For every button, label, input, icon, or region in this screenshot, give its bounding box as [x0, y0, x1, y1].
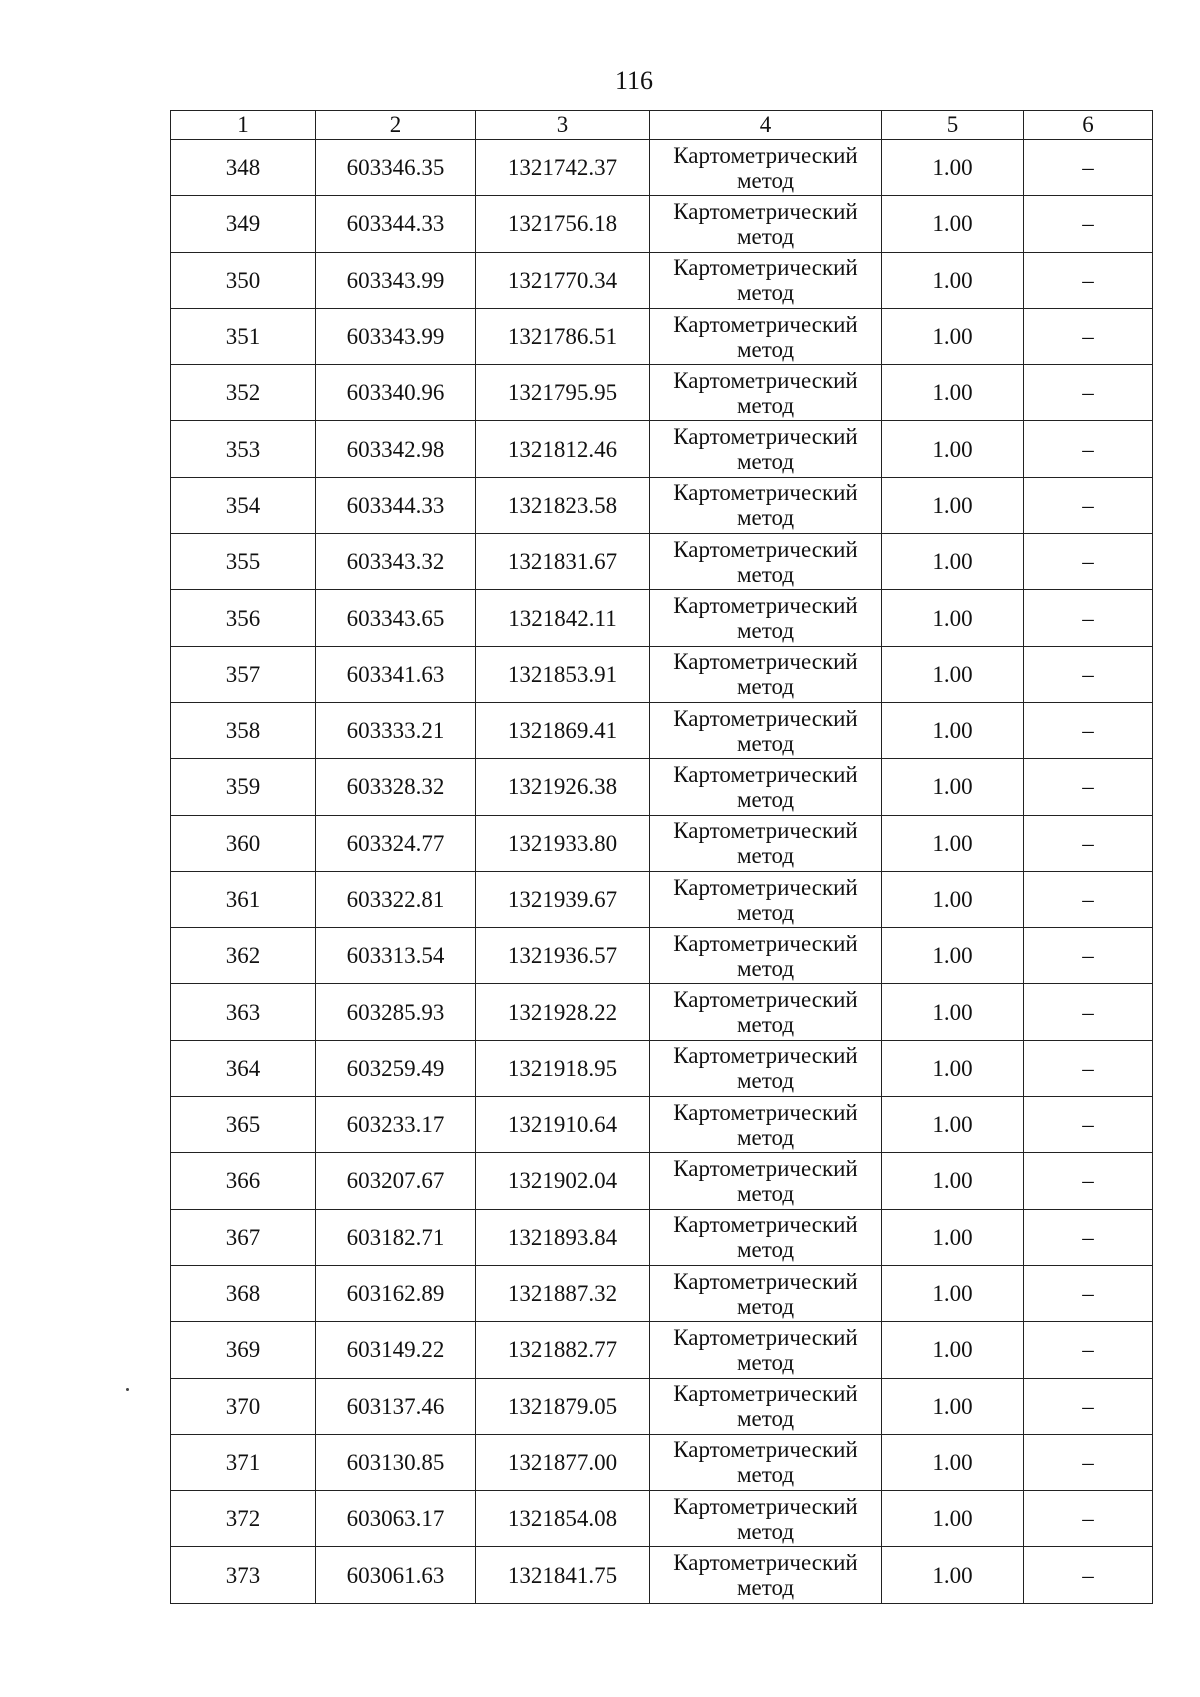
table-row [171, 702, 1153, 758]
method-line-2: метод [736, 280, 795, 306]
x-coordinate-cell: 603149.22 [316, 1322, 476, 1378]
point-number-cell: 349 [171, 196, 316, 252]
x-coordinate-cell: 603324.77 [316, 815, 476, 871]
method-line-2: метод [736, 1462, 795, 1488]
header-col-3: 3 [476, 111, 650, 140]
x-coordinate-cell: 603285.93 [316, 984, 476, 1040]
accuracy-cell: 1.00 [882, 590, 1024, 646]
y-coordinate-cell: 1321812.46 [476, 421, 650, 477]
method-line-1: Картометрический [673, 536, 858, 562]
header-col-1: 1 [171, 111, 316, 140]
table-row [171, 252, 1153, 308]
method-line-2: метод [736, 618, 795, 644]
method-line-2: метод [736, 1068, 795, 1094]
x-coordinate-cell: 603344.33 [316, 477, 476, 533]
method-line-2: метод [736, 730, 795, 756]
accuracy-cell: 1.00 [882, 308, 1024, 364]
point-number-cell: 360 [171, 815, 316, 871]
point-number-cell: 368 [171, 1265, 316, 1321]
y-coordinate-cell: 1321939.67 [476, 871, 650, 927]
method-line-1: Картометрический [673, 930, 858, 956]
method-line-2: метод [736, 1012, 795, 1038]
y-coordinate-cell: 1321841.75 [476, 1547, 650, 1603]
accuracy-cell: 1.00 [882, 140, 1024, 196]
x-coordinate-cell: 603343.32 [316, 534, 476, 590]
method-cell [650, 1040, 882, 1096]
method-line-2: метод [736, 167, 795, 193]
table-row [171, 534, 1153, 590]
note-cell: – [1024, 871, 1153, 927]
point-number-cell: 362 [171, 928, 316, 984]
point-number-cell: 363 [171, 984, 316, 1040]
note-cell: – [1024, 1378, 1153, 1434]
table-row [171, 984, 1153, 1040]
point-number-cell: 369 [171, 1322, 316, 1378]
header-col-4: 4 [650, 111, 882, 140]
accuracy-cell: 1.00 [882, 1097, 1024, 1153]
point-number-cell: 366 [171, 1153, 316, 1209]
y-coordinate-cell: 1321786.51 [476, 308, 650, 364]
accuracy-cell: 1.00 [882, 815, 1024, 871]
accuracy-cell: 1.00 [882, 1491, 1024, 1547]
method-line-2: метод [736, 843, 795, 869]
x-coordinate-cell: 603343.99 [316, 252, 476, 308]
accuracy-cell: 1.00 [882, 871, 1024, 927]
note-cell: – [1024, 140, 1153, 196]
y-coordinate-cell: 1321742.37 [476, 140, 650, 196]
method-cell [650, 1097, 882, 1153]
method-line-1: Картометрический [673, 424, 858, 450]
accuracy-cell: 1.00 [882, 1378, 1024, 1434]
note-cell: – [1024, 590, 1153, 646]
method-line-2: метод [736, 449, 795, 475]
table-row [171, 365, 1153, 421]
method-line-1: Картометрический [673, 1099, 858, 1125]
table-header [171, 111, 1153, 140]
method-line-1: Картометрический [673, 1212, 858, 1238]
table-row [171, 421, 1153, 477]
method-line-1: Картометрический [673, 705, 858, 731]
table-row [171, 1491, 1153, 1547]
y-coordinate-cell: 1321756.18 [476, 196, 650, 252]
accuracy-cell: 1.00 [882, 984, 1024, 1040]
point-number-cell: 367 [171, 1209, 316, 1265]
x-coordinate-cell: 603233.17 [316, 1097, 476, 1153]
point-number-cell: 358 [171, 702, 316, 758]
method-cell [650, 815, 882, 871]
x-coordinate-cell: 603137.46 [316, 1378, 476, 1434]
method-line-1: Картометрический [673, 1493, 858, 1519]
x-coordinate-cell: 603343.99 [316, 308, 476, 364]
y-coordinate-cell: 1321936.57 [476, 928, 650, 984]
point-number-cell: 355 [171, 534, 316, 590]
page-number: 116 [614, 66, 654, 95]
table-row [171, 1322, 1153, 1378]
x-coordinate-cell: 603346.35 [316, 140, 476, 196]
method-line-2: метод [736, 955, 795, 981]
table-row [171, 1547, 1153, 1603]
y-coordinate-cell: 1321926.38 [476, 759, 650, 815]
accuracy-cell: 1.00 [882, 759, 1024, 815]
table-body [171, 140, 1153, 1604]
method-line-1: Картометрический [673, 142, 858, 168]
accuracy-cell: 1.00 [882, 1265, 1024, 1321]
x-coordinate-cell: 603259.49 [316, 1040, 476, 1096]
coordinates-table [170, 110, 1153, 1604]
method-line-1: Картометрический [673, 1043, 858, 1069]
note-cell: – [1024, 815, 1153, 871]
method-line-2: метод [736, 1575, 795, 1601]
accuracy-cell: 1.00 [882, 196, 1024, 252]
method-line-2: метод [736, 336, 795, 362]
x-coordinate-cell: 603207.67 [316, 1153, 476, 1209]
x-coordinate-cell: 603130.85 [316, 1434, 476, 1490]
accuracy-cell: 1.00 [882, 1434, 1024, 1490]
note-cell: – [1024, 1209, 1153, 1265]
accuracy-cell: 1.00 [882, 646, 1024, 702]
method-line-2: метод [736, 392, 795, 418]
note-cell: – [1024, 1434, 1153, 1490]
point-number-cell: 371 [171, 1434, 316, 1490]
note-cell: – [1024, 1322, 1153, 1378]
point-number-cell: 350 [171, 252, 316, 308]
method-line-1: Картометрический [673, 874, 858, 900]
accuracy-cell: 1.00 [882, 421, 1024, 477]
table-row [171, 140, 1153, 196]
method-line-2: метод [736, 505, 795, 531]
note-cell: – [1024, 477, 1153, 533]
method-line-1: Картометрический [673, 1381, 858, 1407]
accuracy-cell: 1.00 [882, 252, 1024, 308]
method-line-2: метод [736, 1124, 795, 1150]
x-coordinate-cell: 603322.81 [316, 871, 476, 927]
point-number-cell: 361 [171, 871, 316, 927]
method-line-1: Картометрический [673, 198, 858, 224]
note-cell: – [1024, 421, 1153, 477]
method-cell [650, 534, 882, 590]
table-row [171, 1265, 1153, 1321]
table-row [171, 477, 1153, 533]
method-cell [650, 590, 882, 646]
point-number-cell: 357 [171, 646, 316, 702]
x-coordinate-cell: 603063.17 [316, 1491, 476, 1547]
note-cell: – [1024, 1153, 1153, 1209]
method-line-2: метод [736, 1406, 795, 1432]
header-col-2: 2 [316, 111, 476, 140]
method-cell [650, 1265, 882, 1321]
point-number-cell: 353 [171, 421, 316, 477]
y-coordinate-cell: 1321918.95 [476, 1040, 650, 1096]
y-coordinate-cell: 1321823.58 [476, 477, 650, 533]
method-line-1: Картометрический [673, 761, 858, 787]
accuracy-cell: 1.00 [882, 1209, 1024, 1265]
method-line-1: Картометрический [673, 987, 858, 1013]
method-line-1: Картометрический [673, 1268, 858, 1294]
table-row [171, 590, 1153, 646]
method-cell [650, 308, 882, 364]
table-row [171, 759, 1153, 815]
table-row [171, 928, 1153, 984]
x-coordinate-cell: 603342.98 [316, 421, 476, 477]
point-number-cell: 354 [171, 477, 316, 533]
y-coordinate-cell: 1321882.77 [476, 1322, 650, 1378]
method-cell [650, 1434, 882, 1490]
method-cell [650, 421, 882, 477]
method-line-2: метод [736, 1293, 795, 1319]
method-line-1: Картометрический [673, 1324, 858, 1350]
accuracy-cell: 1.00 [882, 702, 1024, 758]
point-number-cell: 373 [171, 1547, 316, 1603]
point-number-cell: 351 [171, 308, 316, 364]
method-line-1: Картометрический [673, 1550, 858, 1576]
y-coordinate-cell: 1321887.32 [476, 1265, 650, 1321]
method-cell [650, 477, 882, 533]
note-cell: – [1024, 702, 1153, 758]
note-cell: – [1024, 1265, 1153, 1321]
note-cell: – [1024, 646, 1153, 702]
table-row [171, 646, 1153, 702]
y-coordinate-cell: 1321902.04 [476, 1153, 650, 1209]
accuracy-cell: 1.00 [882, 928, 1024, 984]
y-coordinate-cell: 1321770.34 [476, 252, 650, 308]
table-row [171, 1209, 1153, 1265]
header-col-6: 6 [1024, 111, 1153, 140]
x-coordinate-cell: 603328.32 [316, 759, 476, 815]
x-coordinate-cell: 603182.71 [316, 1209, 476, 1265]
x-coordinate-cell: 603333.21 [316, 702, 476, 758]
point-number-cell: 365 [171, 1097, 316, 1153]
table-row [171, 1040, 1153, 1096]
y-coordinate-cell: 1321795.95 [476, 365, 650, 421]
y-coordinate-cell: 1321893.84 [476, 1209, 650, 1265]
method-cell [650, 702, 882, 758]
x-coordinate-cell: 603061.63 [316, 1547, 476, 1603]
note-cell: – [1024, 252, 1153, 308]
x-coordinate-cell: 603343.65 [316, 590, 476, 646]
method-cell [650, 1322, 882, 1378]
note-cell: – [1024, 1040, 1153, 1096]
method-cell [650, 140, 882, 196]
y-coordinate-cell: 1321854.08 [476, 1491, 650, 1547]
header-row [171, 111, 1153, 140]
method-line-2: метод [736, 1180, 795, 1206]
accuracy-cell: 1.00 [882, 1153, 1024, 1209]
note-cell: – [1024, 365, 1153, 421]
table-row [171, 308, 1153, 364]
note-cell: – [1024, 534, 1153, 590]
table-row [171, 1434, 1153, 1490]
method-line-1: Картометрический [673, 1437, 858, 1463]
y-coordinate-cell: 1321928.22 [476, 984, 650, 1040]
note-cell: – [1024, 1097, 1153, 1153]
method-cell [650, 1547, 882, 1603]
method-line-1: Картометрический [673, 649, 858, 675]
method-line-1: Картометрический [673, 818, 858, 844]
accuracy-cell: 1.00 [882, 365, 1024, 421]
method-line-2: метод [736, 1237, 795, 1263]
point-number-cell: 352 [171, 365, 316, 421]
method-cell [650, 1153, 882, 1209]
method-line-1: Картометрический [673, 593, 858, 619]
method-line-1: Картометрический [673, 311, 858, 337]
method-line-1: Картометрический [673, 367, 858, 393]
note-cell: – [1024, 196, 1153, 252]
note-cell: – [1024, 759, 1153, 815]
table-row [171, 1153, 1153, 1209]
point-number-cell: 348 [171, 140, 316, 196]
method-line-2: метод [736, 674, 795, 700]
method-line-1: Картометрический [673, 1155, 858, 1181]
method-cell [650, 1378, 882, 1434]
y-coordinate-cell: 1321831.67 [476, 534, 650, 590]
method-line-2: метод [736, 899, 795, 925]
scan-speck [126, 1388, 129, 1391]
method-cell [650, 984, 882, 1040]
point-number-cell: 364 [171, 1040, 316, 1096]
y-coordinate-cell: 1321877.00 [476, 1434, 650, 1490]
y-coordinate-cell: 1321869.41 [476, 702, 650, 758]
method-line-1: Картометрический [673, 480, 858, 506]
x-coordinate-cell: 603162.89 [316, 1265, 476, 1321]
x-coordinate-cell: 603344.33 [316, 196, 476, 252]
accuracy-cell: 1.00 [882, 1040, 1024, 1096]
point-number-cell: 356 [171, 590, 316, 646]
y-coordinate-cell: 1321853.91 [476, 646, 650, 702]
method-cell [650, 252, 882, 308]
y-coordinate-cell: 1321842.11 [476, 590, 650, 646]
method-cell [650, 365, 882, 421]
method-cell [650, 759, 882, 815]
method-cell [650, 871, 882, 927]
method-cell [650, 1491, 882, 1547]
accuracy-cell: 1.00 [882, 1547, 1024, 1603]
table-row [171, 1378, 1153, 1434]
accuracy-cell: 1.00 [882, 477, 1024, 533]
y-coordinate-cell: 1321910.64 [476, 1097, 650, 1153]
x-coordinate-cell: 603340.96 [316, 365, 476, 421]
method-cell [650, 196, 882, 252]
x-coordinate-cell: 603313.54 [316, 928, 476, 984]
point-number-cell: 372 [171, 1491, 316, 1547]
table-row [171, 1097, 1153, 1153]
accuracy-cell: 1.00 [882, 534, 1024, 590]
y-coordinate-cell: 1321933.80 [476, 815, 650, 871]
method-line-2: метод [736, 561, 795, 587]
method-cell [650, 928, 882, 984]
note-cell: – [1024, 984, 1153, 1040]
method-cell [650, 646, 882, 702]
table-row [171, 815, 1153, 871]
y-coordinate-cell: 1321879.05 [476, 1378, 650, 1434]
x-coordinate-cell: 603341.63 [316, 646, 476, 702]
accuracy-cell: 1.00 [882, 1322, 1024, 1378]
table-row [171, 196, 1153, 252]
header-col-5: 5 [882, 111, 1024, 140]
method-line-2: метод [736, 1349, 795, 1375]
method-line-1: Картометрический [673, 255, 858, 281]
point-number-cell: 359 [171, 759, 316, 815]
note-cell: – [1024, 308, 1153, 364]
table-row [171, 871, 1153, 927]
note-cell: – [1024, 928, 1153, 984]
point-number-cell: 370 [171, 1378, 316, 1434]
note-cell: – [1024, 1547, 1153, 1603]
method-cell [650, 1209, 882, 1265]
method-line-2: метод [736, 786, 795, 812]
note-cell: – [1024, 1491, 1153, 1547]
method-line-2: метод [736, 223, 795, 249]
method-line-2: метод [736, 1518, 795, 1544]
